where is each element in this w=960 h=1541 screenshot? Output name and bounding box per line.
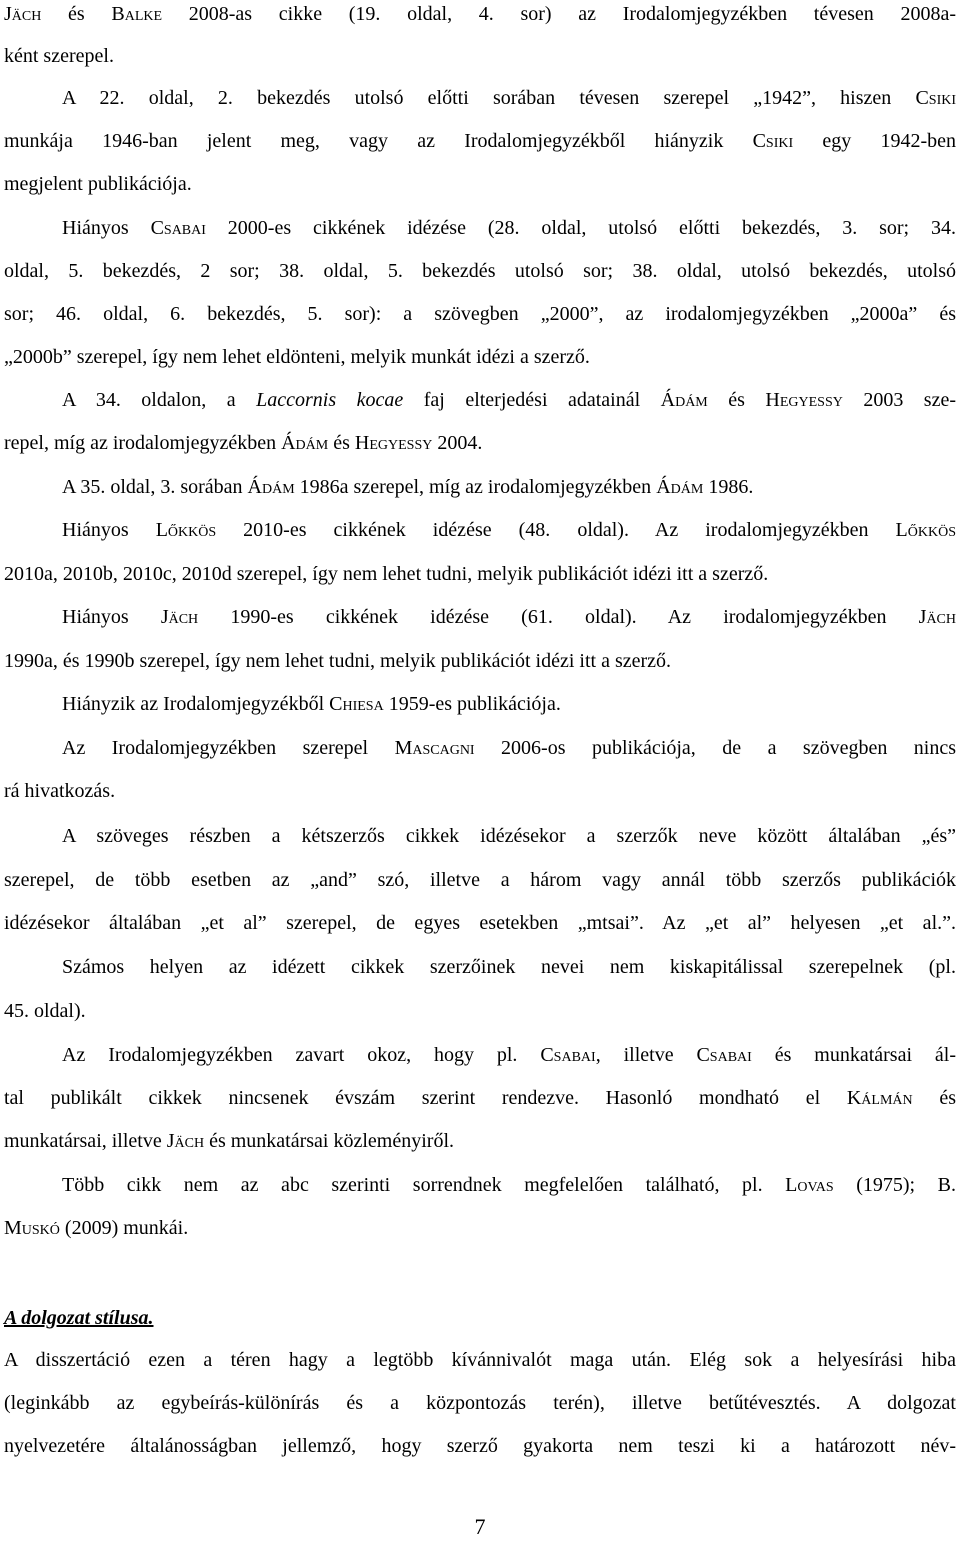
text-run: és munkatársai közleményiről. — [204, 1130, 454, 1152]
text-line — [4, 1432, 956, 1460]
text-run: repel, míg az irodalomjegyzékben — [4, 432, 282, 454]
text-line — [62, 1171, 956, 1199]
text-run: 2003 sze- — [842, 389, 956, 411]
text-line — [62, 84, 956, 112]
text-run: 1990a, és 1990b szerepel, így nem lehet tudni, melyik publikációt idézi itt a szerző. — [4, 650, 672, 672]
text-run: és munkatársai ál- — [751, 1044, 956, 1066]
text-line — [62, 214, 956, 242]
author-name: Hegyessy — [765, 389, 843, 411]
text-line — [4, 42, 956, 70]
text-run: faj elterjedési adatainál — [403, 389, 661, 411]
text-run: Az Irodalomjegyzékben zavart okoz, hogy pl. — [62, 1044, 541, 1066]
text-line — [4, 257, 956, 285]
text-run: rá hivatkozás. — [4, 780, 116, 802]
text-run: A disszertáció ezen a téren hagy a legtöbb kívánnivalót maga után. Elég sok a helyesírási hiba — [4, 1349, 956, 1371]
author-name: Ádám — [656, 476, 704, 498]
text-run: Több cikk nem az abc szerinti sorrendnek megfelelően található, pl. — [62, 1174, 786, 1196]
text-line — [4, 429, 956, 457]
text-run: oldal, 5. bekezdés, 2 sor; 38. oldal, 5. bekezdés utolsó sor; 38. oldal, utolsó bekezdés, utolsó — [4, 260, 956, 282]
text-line — [62, 1041, 956, 1069]
text-run: 1986a szerepel, míg az irodalomjegyzékben — [294, 476, 657, 498]
text-line — [62, 734, 956, 762]
text-run: és — [41, 3, 112, 25]
author-name: Ádám — [281, 432, 329, 454]
text-run: (leginkább az egybeírás-különírás és a központozás terén), illetve betűtévesztés. A dolgozat — [4, 1392, 956, 1414]
text-line — [62, 690, 956, 718]
author-name: Kálmán — [846, 1087, 913, 1109]
text-run: 2008-as cikke (19. oldal, 4. sor) az Irodalomjegyzékben tévesen 2008a- — [162, 3, 956, 25]
text-run: megjelent publikációja. — [4, 173, 192, 195]
text-run: Az Irodalomjegyzékben szerepel — [62, 737, 395, 759]
text-run: A 22. oldal, 2. bekezdés utolsó előtti sorában tévesen szerepel „1942”, hiszen — [62, 87, 916, 109]
text-run: Hiányzik az Irodalomjegyzékből — [62, 693, 330, 715]
author-name: Mascagni — [394, 737, 475, 759]
author-name: Jäch — [166, 1130, 205, 1152]
text-run: idézésekor általában „et al” szerepel, de egyes esetekben „mtsai”. Az „et al” helyesen „et al.”. — [4, 912, 956, 934]
text-run: és — [328, 432, 355, 454]
text-line — [62, 822, 956, 850]
text-run: Hiányos — [62, 519, 156, 541]
author-name: Csiki — [915, 87, 956, 109]
text-run: sor; 46. oldal, 6. bekezdés, 5. sor): a szövegben „2000”, az irodalomjegyzékben „2000a” és — [4, 303, 956, 325]
text-line — [4, 647, 956, 675]
text-line — [4, 866, 956, 894]
text-line — [4, 997, 956, 1025]
text-run: 1959-es publikációja. — [383, 693, 561, 715]
text-run: szerepel, de több esetben az „and” szó, illetve a három vagy annál több szerzős publikációk — [4, 869, 956, 891]
text-run: , illetve — [595, 1044, 697, 1066]
text-run: ként szerepel. — [4, 45, 114, 67]
text-line — [4, 1084, 956, 1112]
text-run: 1990-es cikkének idézése (61. oldal). Az irodalomjegyzékben — [198, 606, 919, 628]
author-name: Chiesa — [329, 693, 384, 715]
text-run: (2009) munkái. — [59, 1217, 189, 1239]
text-run: (1975); B. — [833, 1174, 956, 1196]
text-line — [62, 603, 956, 631]
author-name: Lőkkös — [895, 519, 956, 541]
text-run: nyelvezetére általánosságban jellemző, hogy szerző gyakorta nem teszi ki a határozott név- — [4, 1435, 956, 1457]
section-heading: A dolgozat stílusa. — [4, 1307, 154, 1329]
author-name: Ádám — [660, 389, 708, 411]
text-line — [62, 386, 956, 414]
text-run: „2000b” szerepel, így nem lehet eldönteni, melyik munkát idézi a szerző. — [4, 346, 590, 368]
text-line — [4, 560, 956, 588]
text-line — [4, 1214, 956, 1242]
author-name: Jäch — [4, 3, 42, 25]
text-run: A szöveges részben a kétszerzős cikkek idézésekor a szerzők neve között általában „és” — [62, 825, 956, 847]
text-line — [4, 1346, 956, 1374]
text-run: 45. oldal). — [4, 1000, 86, 1022]
text-line — [4, 127, 956, 155]
author-name: Csiki — [752, 130, 794, 152]
text-run: munkatársai, illetve — [4, 1130, 167, 1152]
text-line — [4, 170, 956, 198]
author-name: Hegyessy — [354, 432, 433, 454]
text-run: 2006-os publikációja, de a szövegben nincs — [474, 737, 956, 759]
text-line — [62, 473, 956, 501]
text-run: munkája 1946-ban jelent meg, vagy az Irodalomjegyzékből hiányzik — [4, 130, 753, 152]
text-run: Számos helyen az idézett cikkek szerzőinek nevei nem kiskapitálissal szerepelnek (pl. — [62, 956, 956, 978]
text-run: és — [912, 1087, 956, 1109]
text-line — [4, 777, 956, 805]
author-name: Muskó — [4, 1217, 60, 1239]
text-run: tal publikált cikkek nincsenek évszám szerint rendezve. Hasonló mondható el — [4, 1087, 847, 1109]
author-name: Csabai — [150, 217, 206, 239]
author-name: Csabai — [540, 1044, 596, 1066]
text-run: egy 1942-ben — [793, 130, 956, 152]
text-line — [4, 343, 956, 371]
author-name: Lovas — [785, 1174, 834, 1196]
text-run: 1986. — [703, 476, 754, 498]
text-line — [62, 953, 956, 981]
text-run: és — [707, 389, 766, 411]
text-line — [4, 0, 956, 28]
text-run: A 34. oldalon, a — [62, 389, 257, 411]
text-line — [4, 300, 956, 328]
text-line — [4, 1127, 956, 1155]
author-name: Jäch — [160, 606, 199, 628]
text-run: 2010a, 2010b, 2010c, 2010d szerepel, így nem lehet tudni, melyik publikációt idézi itt a szerző. — [4, 563, 769, 585]
author-name: Balke — [111, 3, 163, 25]
text-line — [62, 516, 956, 544]
author-name: Csabai — [696, 1044, 752, 1066]
text-run: 2010-es cikkének idézése (48. oldal). Az irodalomjegyzékben — [216, 519, 896, 541]
text-run: 2000-es cikkének idézése (28. oldal, utolsó előtti bekezdés, 3. sor; 34. — [205, 217, 956, 239]
text-run: A 35. oldal, 3. sorában — [62, 476, 248, 498]
author-name: Ádám — [247, 476, 295, 498]
text-line — [4, 909, 956, 937]
species-name: Laccornis kocae — [256, 389, 404, 411]
page-number: 7 — [474, 1514, 486, 1539]
text-run: Hiányos — [62, 217, 151, 239]
text-line — [4, 1389, 956, 1417]
author-name: Lőkkös — [155, 519, 217, 541]
text-run: Hiányos — [62, 606, 161, 628]
text-run: 2004. — [432, 432, 483, 454]
author-name: Jäch — [918, 606, 956, 628]
